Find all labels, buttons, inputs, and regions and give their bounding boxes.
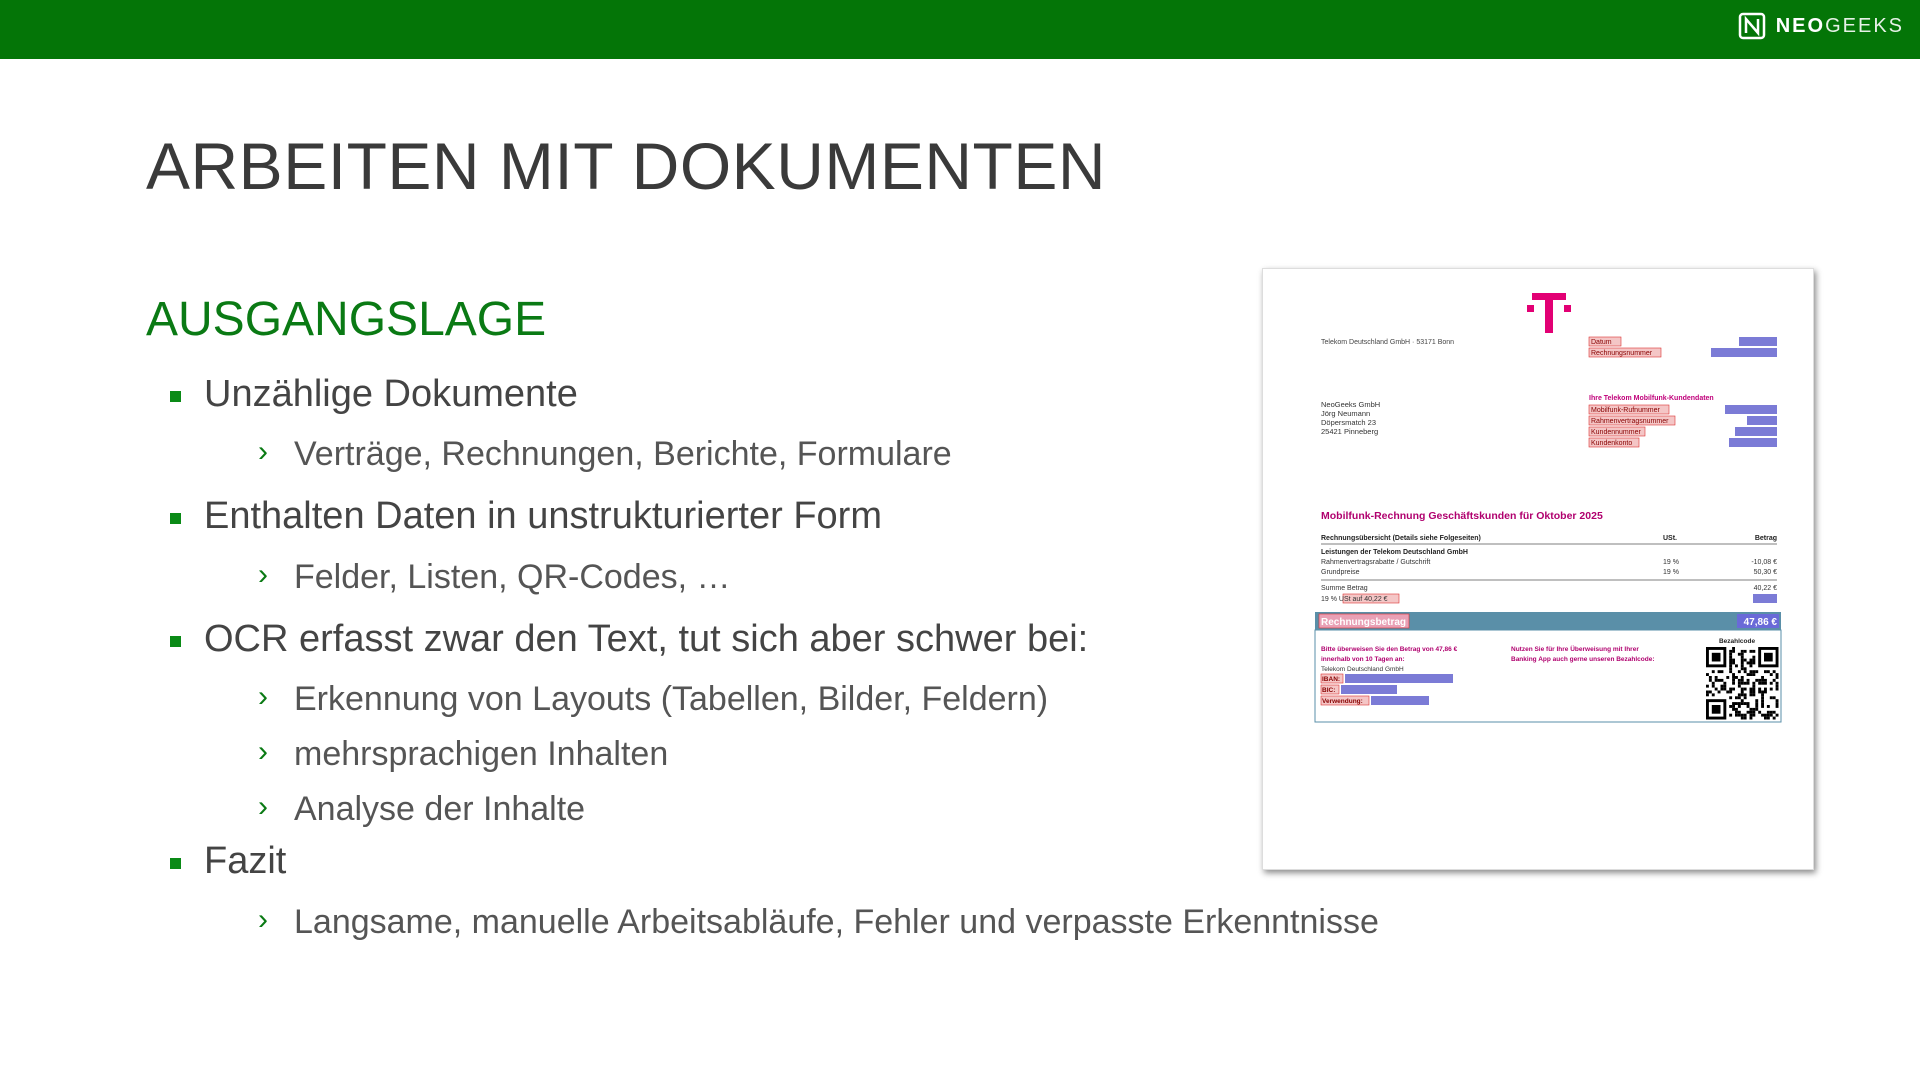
chevron-right-icon: ›: [258, 790, 268, 824]
bullet-square-icon: [170, 858, 181, 869]
sub-bullet-item: › Analyse der Inhalte: [170, 784, 1500, 835]
invoice-document: [1263, 269, 1813, 869]
svg-text:Kundenkonto: Kundenkonto: [1591, 440, 1633, 447]
sub-bullet-item: › Erkennung von Layouts (Tabellen, Bilder, Feldern): [170, 674, 1500, 725]
sub-bullet-item: › mehrsprachigen Inhalten: [170, 729, 1500, 780]
bullet-square-icon: [170, 391, 181, 402]
payee: Telekom Deutschland GmbH: [1321, 666, 1404, 673]
value-redacted: [1753, 594, 1777, 603]
row-label: Rahmenvertragsrabatte / Gutschrift: [1321, 559, 1431, 566]
chevron-right-icon: ›: [258, 435, 268, 469]
top-bar: [0, 0, 1920, 59]
chevron-right-icon: ›: [258, 557, 268, 591]
invoice-heading: Mobilfunk-Rechnung Geschäftskunden für Oktober 2025: [1321, 510, 1603, 522]
svg-text:IBAN:: IBAN:: [1322, 676, 1341, 683]
svg-text:Verwendung:: Verwendung:: [1322, 698, 1363, 705]
row-label: Grundpreise: [1321, 569, 1360, 576]
bullet-item: OCR erfasst zwar den Text, tut sich aber schwer bei:: [170, 615, 1500, 664]
neogeeks-logo-icon: [1738, 12, 1766, 40]
svg-text:Rahmenvertragsnummer: Rahmenvertragsnummer: [1591, 418, 1669, 425]
row-amount: 50,30 €: [1753, 569, 1777, 576]
bullet-item: Unzählige Dokumente: [170, 370, 1500, 419]
customer-header: Ihre Telekom Mobilfunk-Kundendaten: [1589, 395, 1714, 402]
col-ust: USt.: [1663, 535, 1677, 542]
row-ust: 19 %: [1663, 569, 1679, 576]
bullet-item: Fazit: [170, 837, 1500, 886]
sender-line: Telekom Deutschland GmbH · 53171 Bonn: [1321, 339, 1455, 346]
sum-amount: 40,22 €: [1753, 585, 1777, 592]
recipient-address: NeoGeeks GmbH Jörg Neumann Döpersmatch 23 25421 Pinneberg: [1321, 400, 1381, 436]
sub-bullet-item: › Langsame, manuelle Arbeitsabläufe, Fehler und verpasste Erkenntnisse: [170, 897, 1500, 948]
chevron-right-icon: ›: [258, 680, 268, 714]
sub-bullet-item: › Verträge, Rechnungen, Berichte, Formulare: [170, 429, 1500, 480]
total-amount: 47,86 €: [1743, 617, 1777, 628]
qr-label: Bezahlcode: [1718, 638, 1756, 645]
section-label: Leistungen der Telekom Deutschland GmbH: [1321, 549, 1468, 556]
svg-text:BIC:: BIC:: [1322, 687, 1336, 694]
customer-data-fields: [1589, 405, 1777, 447]
slide-subtitle: AUSGANGSLAGE: [146, 293, 547, 346]
invoice-image: [1262, 268, 1814, 870]
sub-bullet-item: › Felder, Listen, QR-Codes, …: [170, 552, 1500, 603]
col-overview: Rechnungsübersicht (Details siehe Folgeseiten): [1321, 535, 1481, 542]
bullet-square-icon: [170, 636, 181, 647]
sum-label: Summe Betrag: [1321, 585, 1368, 592]
svg-text:Mobilfunk-Rufnummer: Mobilfunk-Rufnummer: [1591, 407, 1660, 414]
row-ust: 19 %: [1663, 559, 1679, 566]
ust-label: 19 % USt auf 40,22 €: [1321, 596, 1388, 603]
label-datum: Datum: [1591, 339, 1612, 346]
app-text: Nutzen Sie für Ihre Überweisung mit Ihrer Banking App auch gerne unseren Bezahlcode:: [1511, 646, 1655, 663]
col-betrag: Betrag: [1754, 535, 1777, 542]
bullet-square-icon: [170, 513, 181, 524]
payment-text: Bitte überweisen Sie den Betrag von 47,86 € innerhalb von 10 Tagen an:: [1321, 646, 1458, 663]
row-amount: -10,08 €: [1751, 559, 1777, 566]
bank-fields: [1321, 674, 1453, 705]
label-rechnungsnummer: Rechnungsnummer: [1591, 350, 1653, 357]
svg-text:Kundennummer: Kundennummer: [1591, 429, 1641, 436]
value-redacted: [1739, 337, 1777, 346]
telekom-logo-icon: [1527, 293, 1571, 333]
bullet-item: Enthalten Daten in unstrukturierter Form: [170, 492, 1500, 541]
brand-name: NEOGEEKS: [1775, 14, 1904, 37]
chevron-right-icon: ›: [258, 902, 268, 936]
slide-title: ARBEITEN MIT DOKUMENTEN: [146, 129, 1107, 203]
chevron-right-icon: ›: [258, 735, 268, 769]
neogeeks-logo: [1738, 12, 1904, 40]
total-label: Rechnungsbetrag: [1321, 617, 1407, 628]
value-redacted: [1711, 348, 1777, 357]
qr-code-icon: [1706, 647, 1779, 720]
